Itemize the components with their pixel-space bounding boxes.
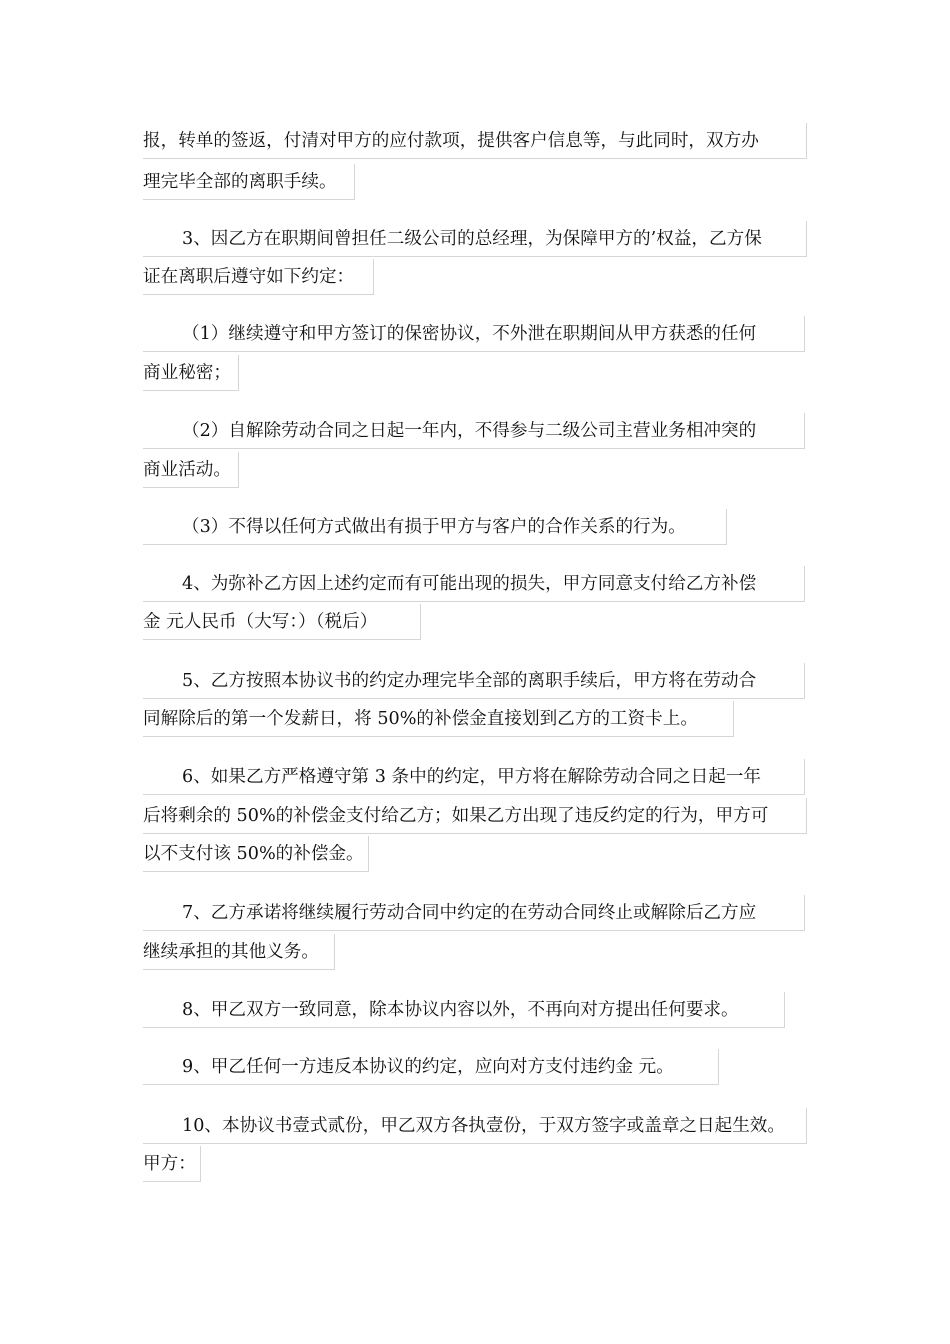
text-line: 9、甲乙任何一方违反本协议的约定，应向对方支付违约金 元。 — [143, 1049, 719, 1085]
text-line: 10、本协议书壹式贰份，甲乙双方各执壹份，于双方签字或盖章之日起生效。 — [143, 1108, 807, 1144]
text-line: 同解除后的第一个发薪日，将 50%的补偿金直接划到乙方的工资卡上。 — [143, 701, 734, 737]
text-line: 商业秘密； — [143, 355, 239, 391]
text-line: 8、甲乙双方一致同意，除本协议内容以外，不再向对方提出任何要求。 — [143, 992, 785, 1028]
text-line: 4、为弥补乙方因上述约定而有可能出现的损失，甲方同意支付给乙方补偿 — [143, 566, 805, 602]
text-line: 报，转单的签返，付清对甲方的应付款项，提供客户信息等，与此同时，双方办 — [143, 123, 807, 159]
text-line: 理完毕全部的离职手续。 — [143, 164, 355, 200]
text-line: 后将剩余的 50%的补偿金支付给乙方；如果乙方出现了违反约定的行为，甲方可 — [143, 798, 807, 834]
text-line: （2）自解除劳动合同之日起一年内，不得参与二级公司主营业务相冲突的 — [143, 413, 805, 449]
text-line: 商业活动。 — [143, 452, 239, 488]
text-line: 以不支付该 50%的补偿金。 — [143, 836, 369, 872]
text-line: 5、乙方按照本协议书的约定办理完毕全部的离职手续后，甲方将在劳动合 — [143, 663, 805, 699]
text-line: 6、如果乙方严格遵守第 3 条中的约定，甲方将在解除劳动合同之日起一年 — [143, 759, 805, 795]
text-line: 证在离职后遵守如下约定： — [143, 259, 374, 295]
text-line: 7、乙方承诺将继续履行劳动合同中约定的在劳动合同终止或解除后乙方应 — [143, 895, 805, 931]
text-line: 3、因乙方在职期间曾担任二级公司的总经理，为保障甲方的’权益，乙方保 — [143, 221, 807, 257]
text-line: 甲方： — [143, 1146, 201, 1182]
text-line: 金 元人民币（大写：）（税后） — [143, 604, 421, 640]
text-line: （3）不得以任何方式做出有损于甲方与客户的合作关系的行为。 — [143, 509, 727, 545]
text-line: （1）继续遵守和甲方签订的保密协议，不外泄在职期间从甲方获悉的任何 — [143, 316, 805, 352]
text-line: 继续承担的其他义务。 — [143, 934, 335, 970]
